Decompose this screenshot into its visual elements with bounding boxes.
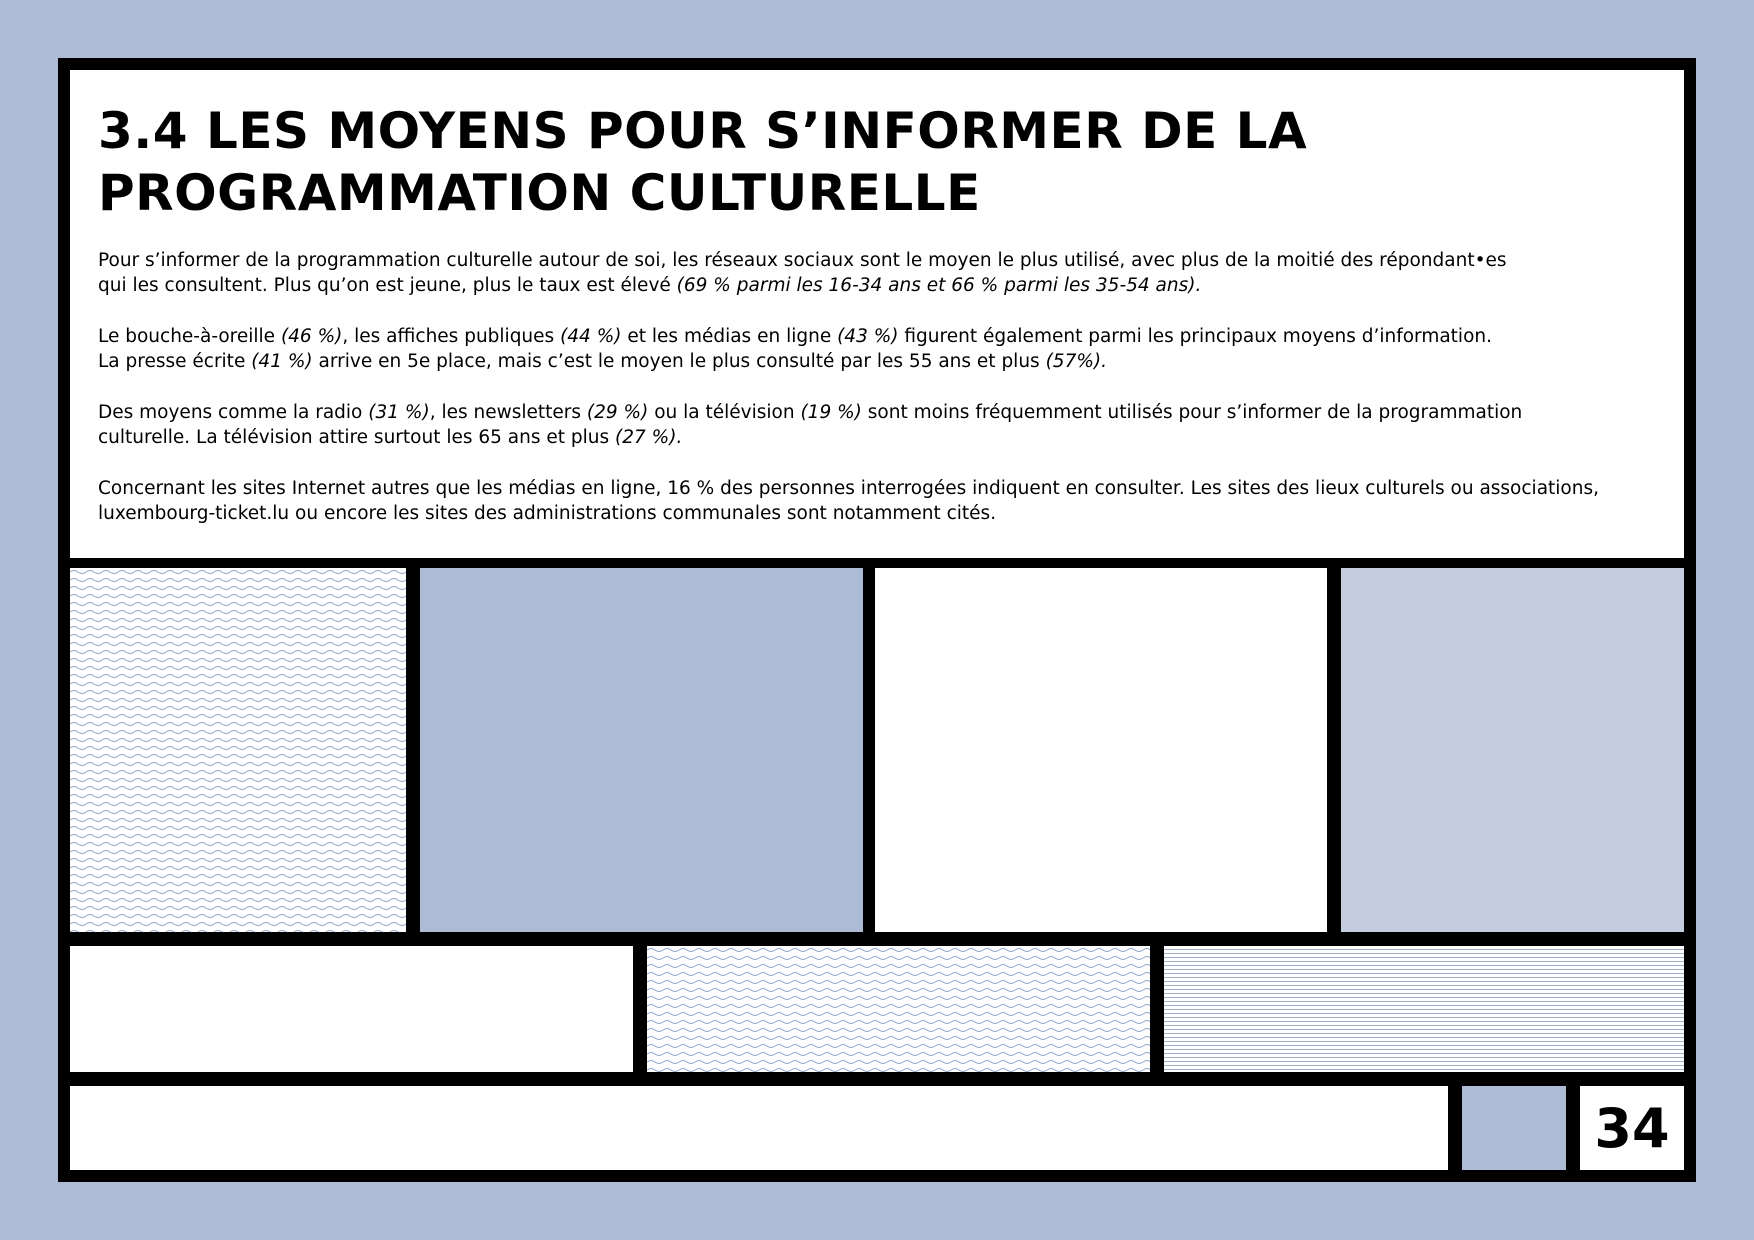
italic-figure: (31 %) — [368, 402, 430, 423]
italic-figure: (69 % parmi les 16-34 ans et 66 % parmi les 35-54 ans). — [676, 275, 1202, 296]
text-run: Concernant les sites Internet autres que les médias en ligne, 16 % des personnes interrogées indiquent en consulter. Les sites des lieux culturels ou associations, — [98, 478, 1599, 499]
text-run: figurent également parmi les principaux moyens d’information. — [898, 326, 1492, 347]
paragraph — [98, 476, 1678, 526]
text-run: sont moins fréquemment utilisés pour s’informer de la programmation — [861, 402, 1523, 423]
body-text — [98, 248, 1656, 526]
text-run: ou la télévision — [648, 402, 801, 423]
section-heading: 3.4 LES MOYENS POUR S’INFORMER DE LA PROGRAMMATION CULTURELLE — [98, 102, 1308, 222]
white-panel — [70, 946, 633, 1072]
text-run: arrive en 5e place, mais c’est le moyen le plus consulté par les 55 ans et plus — [312, 351, 1046, 372]
italic-figure: (41 %) — [251, 351, 313, 372]
text-run: qui les consultent. Plus qu’on est jeune, plus le taux est élevé — [98, 275, 677, 296]
text-run: Pour s’informer de la programmation culturelle autour de soi, les réseaux sociaux sont le moyen le plus utilisé, avec plus de la moitié des répondant•es — [98, 250, 1507, 271]
text-run: , les newsletters — [429, 402, 587, 423]
white-panel — [875, 568, 1327, 932]
text-run: , les affiches publiques — [342, 326, 561, 347]
text-panel — [70, 70, 1684, 558]
text-run: La presse écrite — [98, 351, 252, 372]
blue-panel — [1462, 1086, 1566, 1170]
text-run: Des moyens comme la radio — [98, 402, 369, 423]
italic-figure: (43 %) — [837, 326, 899, 347]
wavy-pattern-panel — [647, 946, 1150, 1072]
page-frame — [58, 58, 1696, 1182]
italic-figure: (29 %) — [586, 402, 649, 423]
italic-figure: (57%). — [1045, 351, 1108, 372]
paragraph — [98, 324, 1678, 374]
text-run: Le bouche-à-oreille — [98, 326, 281, 347]
paragraph — [98, 248, 1678, 298]
wavy-pattern-panel — [70, 568, 406, 932]
italic-figure: (44 %) — [560, 326, 622, 347]
italic-figure: (46 %) — [280, 326, 343, 347]
blue-panel — [420, 568, 863, 932]
pale-blue-panel — [1341, 568, 1684, 932]
white-panel — [70, 1086, 1448, 1170]
page-number: 34 — [1580, 1086, 1684, 1170]
text-run: et les médias en ligne — [621, 326, 838, 347]
italic-figure: (27 %). — [615, 427, 683, 448]
text-run: luxembourg-ticket.lu ou encore les sites des administrations communales sont notamment cités. — [98, 503, 997, 524]
italic-figure: (19 %) — [800, 402, 862, 423]
striped-pattern-panel — [1164, 946, 1684, 1072]
paragraph — [98, 400, 1678, 450]
text-run: culturelle. La télévision attire surtout les 65 ans et plus — [98, 427, 616, 448]
